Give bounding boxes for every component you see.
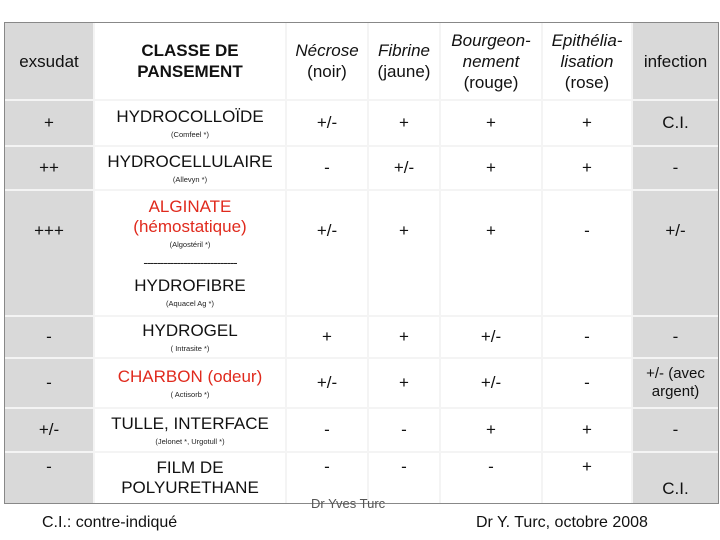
row5-bourgeonnement [441,359,541,407]
header-bourgeonnement [441,23,541,99]
row4-name: HYDROGEL [142,320,238,340]
header-infection-label: infection [643,51,708,71]
row1-fibrine [369,101,439,145]
row6-exsudat [5,409,93,451]
row6-epith-value: + [582,420,592,439]
row3-necrose [287,191,367,315]
row3-infection [633,191,718,315]
header-necrose-line2: (noir) [307,62,347,81]
grid-line [5,189,718,191]
row2-fibrine [369,147,439,189]
dressing-table [4,22,719,504]
row4-note: ( Intrasite *) [170,343,210,353]
row1-bourg-value: + [486,113,496,132]
header-exsudat-label: exsudat [19,51,79,71]
row2-infection-value: - [672,158,679,177]
row4-infection-value: - [672,327,679,346]
row5-classe [95,359,285,407]
row6-necrose [287,409,367,451]
row5-necrose [287,359,367,407]
row1-necrose [287,101,367,145]
row4-fibrine [369,317,439,357]
row5-infection-line2: argent) [651,383,700,400]
grid-line [5,357,718,359]
row3-epith-value: - [584,221,590,240]
row2-name: HYDROCELLULAIRE [107,151,273,171]
grid-line [285,23,287,503]
row3-fibrine-value: + [399,221,409,240]
row3-bourg-value: + [486,221,496,240]
header-epith-line1: Epithélia- [551,30,623,50]
header-classe-line2: PANSEMENT [137,62,243,81]
header-exsudat [5,23,93,99]
header-bourg-line2: nement [462,51,520,71]
header-epith-line3: (rose) [564,72,610,92]
row5-fibrine [369,359,439,407]
row6-infection [633,409,718,451]
row1-infection-value: C.I. [662,113,689,132]
row2-exsudat-value: ++ [39,158,59,177]
row5-name: CHARBON (odeur) [117,366,263,386]
row1-infection [633,101,718,145]
header-classe [95,23,285,99]
row3-exsudat [5,191,93,315]
row3-necrose-value: +/- [316,221,338,240]
row3-bourgeonnement [441,191,541,315]
row4-bourg-value: +/- [480,327,502,346]
row7-name-line1: FILM DE [156,458,224,477]
watermark: Dr Yves Turc [311,496,386,511]
row2-epithelialisation [543,147,631,189]
author-date: Dr Y. Turc, octobre 2008 [476,514,648,531]
grid-line [5,315,718,317]
row3-name2: HYDROFIBRE [134,276,246,295]
row3-name-line1: ALGINATE [148,197,232,216]
row7-infection-value: C.I. [662,479,689,498]
row4-epithelialisation [543,317,631,357]
row5-exsudat-value: - [46,373,52,392]
row1-name: HYDROCOLLOÏDE [116,106,264,126]
row2-exsudat [5,147,93,189]
row1-bourgeonnement [441,101,541,145]
row4-necrose-value: + [322,327,332,346]
row7-epith-value: + [582,457,592,476]
row7-exsudat [5,453,93,503]
row7-infection [633,453,718,503]
row3-epithelialisation [543,191,631,315]
row7-fibrine-value: - [401,457,407,476]
grid-line [367,23,369,503]
row7-exsudat-value: - [46,457,52,476]
row5-epithelialisation [543,359,631,407]
row3-classe [95,191,285,315]
grid-line [541,23,543,503]
grid-line [5,99,718,101]
row6-fibrine-value: - [401,420,407,439]
header-epithelialisation [543,23,631,99]
row4-exsudat [5,317,93,357]
row5-fibrine-value: + [399,373,409,392]
row4-fibrine-value: + [399,327,409,346]
row4-necrose [287,317,367,357]
row2-classe [95,147,285,189]
row6-bourgeonnement [441,409,541,451]
row7-name-line2: POLYURETHANE [121,478,259,497]
row4-epith-value: - [584,327,590,346]
row4-bourgeonnement [441,317,541,357]
grid-line [5,451,718,453]
grid-line [5,145,718,147]
row1-fibrine-value: + [399,113,409,132]
row1-exsudat-value: + [44,113,54,132]
row6-classe [95,409,285,451]
grid-line [93,23,95,503]
row7-bourg-value: - [488,457,494,476]
row3-fibrine [369,191,439,315]
row1-note: (Comfeel *) [171,129,209,139]
row1-epithelialisation [543,101,631,145]
row3-separator: ---------------------------- [143,255,237,270]
row7-classe [95,453,285,503]
row3-note2: (Aquacel Ag *) [166,299,214,308]
row3-infection-value: +/- [665,221,686,240]
row1-epith-value: + [582,113,592,132]
row2-fibrine-value: +/- [393,158,415,177]
row3-name-line2: (hémostatique) [133,217,247,236]
row4-exsudat-value: - [46,327,52,346]
row2-infection [633,147,718,189]
row5-necrose-value: +/- [316,373,338,392]
row6-necrose-value: - [324,420,330,439]
header-necrose [287,23,367,99]
legend-ci: C.I.: contre-indiqué [42,514,178,531]
row6-epithelialisation [543,409,631,451]
row1-exsudat [5,101,93,145]
row5-bourg-value: +/- [480,373,502,392]
row2-note: (Allevyn *) [172,174,208,184]
header-epith-line2: lisation [560,51,614,71]
row7-bourgeonnement [441,453,541,503]
row1-necrose-value: +/- [316,113,338,132]
header-fibrine-line1: Fibrine [378,41,430,60]
row4-classe [95,317,285,357]
header-infection [633,23,718,99]
row5-epith-value: - [584,373,590,392]
row6-note: (Jelonet *, Urgotull *) [155,436,225,446]
row2-necrose-value: - [324,158,330,177]
row3-note: (Algostéril *) [169,240,211,249]
row2-necrose [287,147,367,189]
row2-epith-value: + [582,158,592,177]
row3-exsudat-value: +++ [34,221,64,240]
grid-line [439,23,441,503]
row7-epithelialisation [543,453,631,503]
grid-line [631,23,633,503]
grid-line [5,407,718,409]
row6-fibrine [369,409,439,451]
row7-necrose-value: - [324,457,330,476]
row5-infection [633,359,718,407]
row5-exsudat [5,359,93,407]
header-fibrine-line2: (jaune) [377,62,431,81]
row6-bourg-value: + [486,420,496,439]
row2-bourg-value: + [486,158,496,177]
row1-classe [95,101,285,145]
row2-bourgeonnement [441,147,541,189]
header-fibrine [369,23,439,99]
row6-infection-value: - [672,420,679,439]
header-bourg-line3: (rouge) [463,72,519,92]
row6-name: TULLE, INTERFACE [111,413,269,433]
header-necrose-line1: Nécrose [295,41,359,60]
row5-infection-line1: +/- (avec [646,365,705,382]
row5-note: ( Actisorb *) [170,389,210,399]
row4-infection [633,317,718,357]
row6-exsudat-value: +/- [38,420,60,439]
header-bourg-line1: Bourgeon- [451,30,531,50]
header-classe-line1: CLASSE DE [141,41,239,60]
